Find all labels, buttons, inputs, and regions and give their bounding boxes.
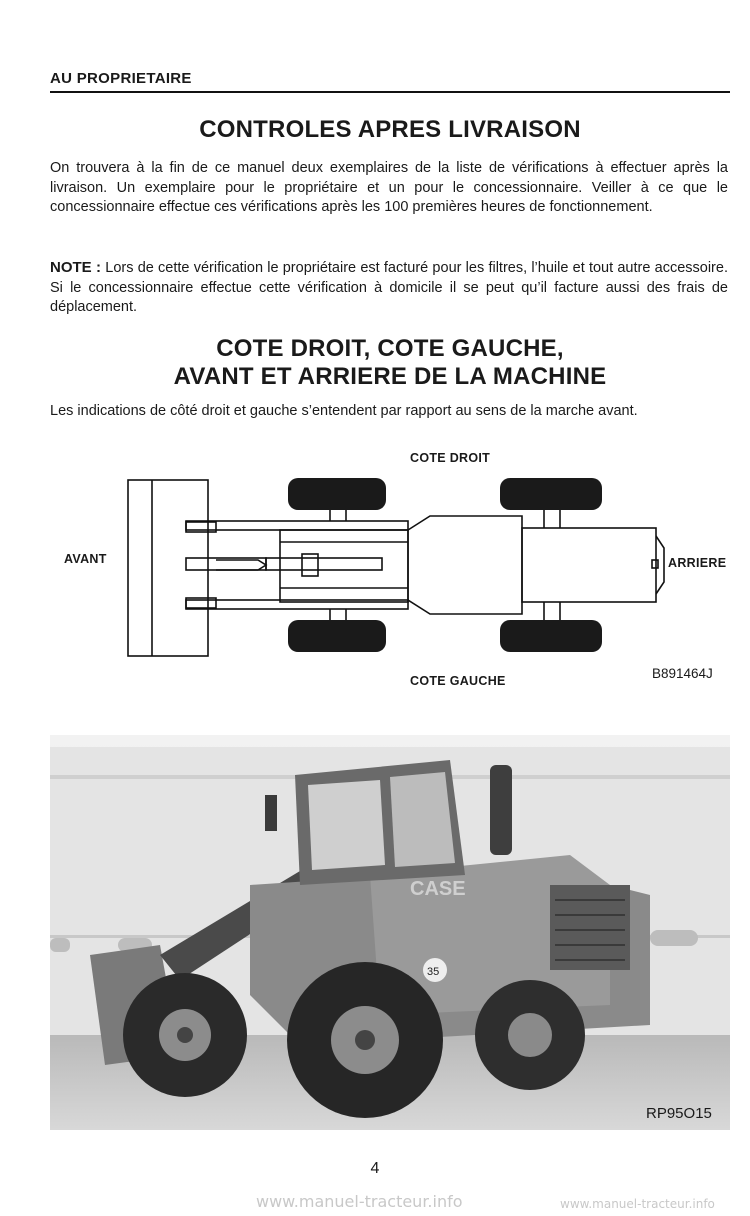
- cote-paragraph: Les indications de côté droit et gauche s’entendent par rapport au sens de la marche avant.: [50, 403, 638, 419]
- wheel-front-right: [288, 478, 386, 510]
- note-text: Lors de cette vérification le propriétaire est facturé pour les filtres, l’huile et tout autre accessoire. Si le concessionnaire effectue cette vérification à domicile il se peut qu’il facture aussi des frais de déplacement.: [50, 260, 728, 315]
- note-paragraph: [50, 258, 728, 318]
- label-avant: AVANT: [64, 552, 107, 566]
- section-header: AU PROPRIETAIRE: [50, 70, 730, 93]
- brand-text: CASE: [410, 878, 466, 900]
- badge-35: 35: [427, 966, 440, 978]
- machine-top-view-diagram: [0, 470, 750, 670]
- note-label: NOTE :: [50, 259, 102, 276]
- wheel-rear-left: [500, 620, 602, 652]
- section-title-line2: AVANT ET ARRIERE DE LA MACHINE: [173, 363, 607, 390]
- label-cote-gauche: COTE GAUCHE: [410, 674, 506, 688]
- bucket-outline: [128, 480, 208, 656]
- wheel-rear-right: [500, 478, 602, 510]
- watermark-center: www.manuel-tracteur.info: [256, 1192, 463, 1211]
- page-title: CONTROLES APRES LIVRAISON: [199, 116, 581, 143]
- diagram-figure-ref: B891464J: [652, 666, 713, 681]
- label-cote-droit: COTE DROIT: [410, 451, 491, 465]
- controles-paragraph: On trouvera à la fin de ce manuel deux exemplaires de la liste de vérifications à effectuer après la livraison. Un exemplaire pour le propriétaire et un pour le concessionnaire. Veiller à ce que le concessionnaire effectue ces vérifications après les 100 premières heures de fonctionnement.: [50, 160, 728, 215]
- photo-figure-ref: RP95O15: [646, 1105, 712, 1122]
- wheel-front-left: [288, 620, 386, 652]
- loader-photo: [50, 735, 730, 1130]
- section-title-line1: COTE DROIT, COTE GAUCHE,: [216, 335, 564, 362]
- label-arriere: ARRIERE: [668, 556, 727, 570]
- page-number: 4: [370, 1160, 380, 1177]
- watermark-right: www.manuel-tracteur.info: [560, 1197, 715, 1211]
